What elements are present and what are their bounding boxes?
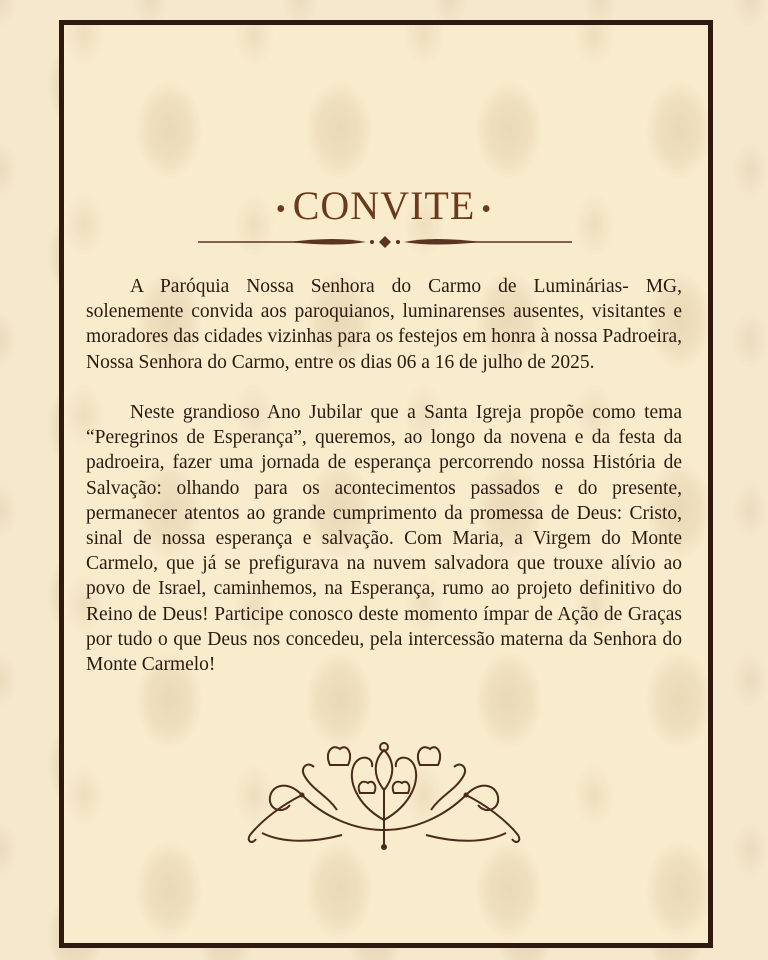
title-dot-right: • (481, 193, 493, 225)
scroll-divider-icon (198, 234, 572, 250)
invitation-paragraph-2: Neste grandioso Ano Jubilar que a Santa Igreja propõe como tema “Peregrinos de Esperança”, queremos, ao longo da novena e da festa da padroeira, fazer uma jornada de esperança percorrendo nossa História de Salvação: olhando para os acontecimentos passados e do presente, permanecer atentos ao grande cumprimento da promessa de Deus: Cristo, sinal de nossa esperança e salvação. Com Maria, a Virgem do Monte Carmelo, que já se prefigurava na nuvem salvadora que trouxe alívio ao povo de Israel, caminhemos, na Esperança, rumo ao projeto definitivo do Reino de Deus! Participe conosco deste momento ímpar de Ação de Graças por tudo o que Deus nos concedeu, pela intercessão materna da Senhora do Monte Carmelo! (86, 402, 682, 676)
title-text: CONVITE (292, 183, 476, 228)
floral-ornament-icon (242, 735, 526, 855)
invitation-title (0, 182, 768, 229)
title-dot-left: • (275, 193, 287, 225)
invitation-paragraph-1: A Paróquia Nossa Senhora do Carmo de Luminárias- MG, solenemente convida aos paroquianos, luminarenses ausentes, visitantes e moradores das cidades vizinhas para os festejos em honra à nossa Padroeira, Nossa Senhora do Carmo, entre os dias 06 a 16 de julho de 2025. (86, 276, 682, 373)
